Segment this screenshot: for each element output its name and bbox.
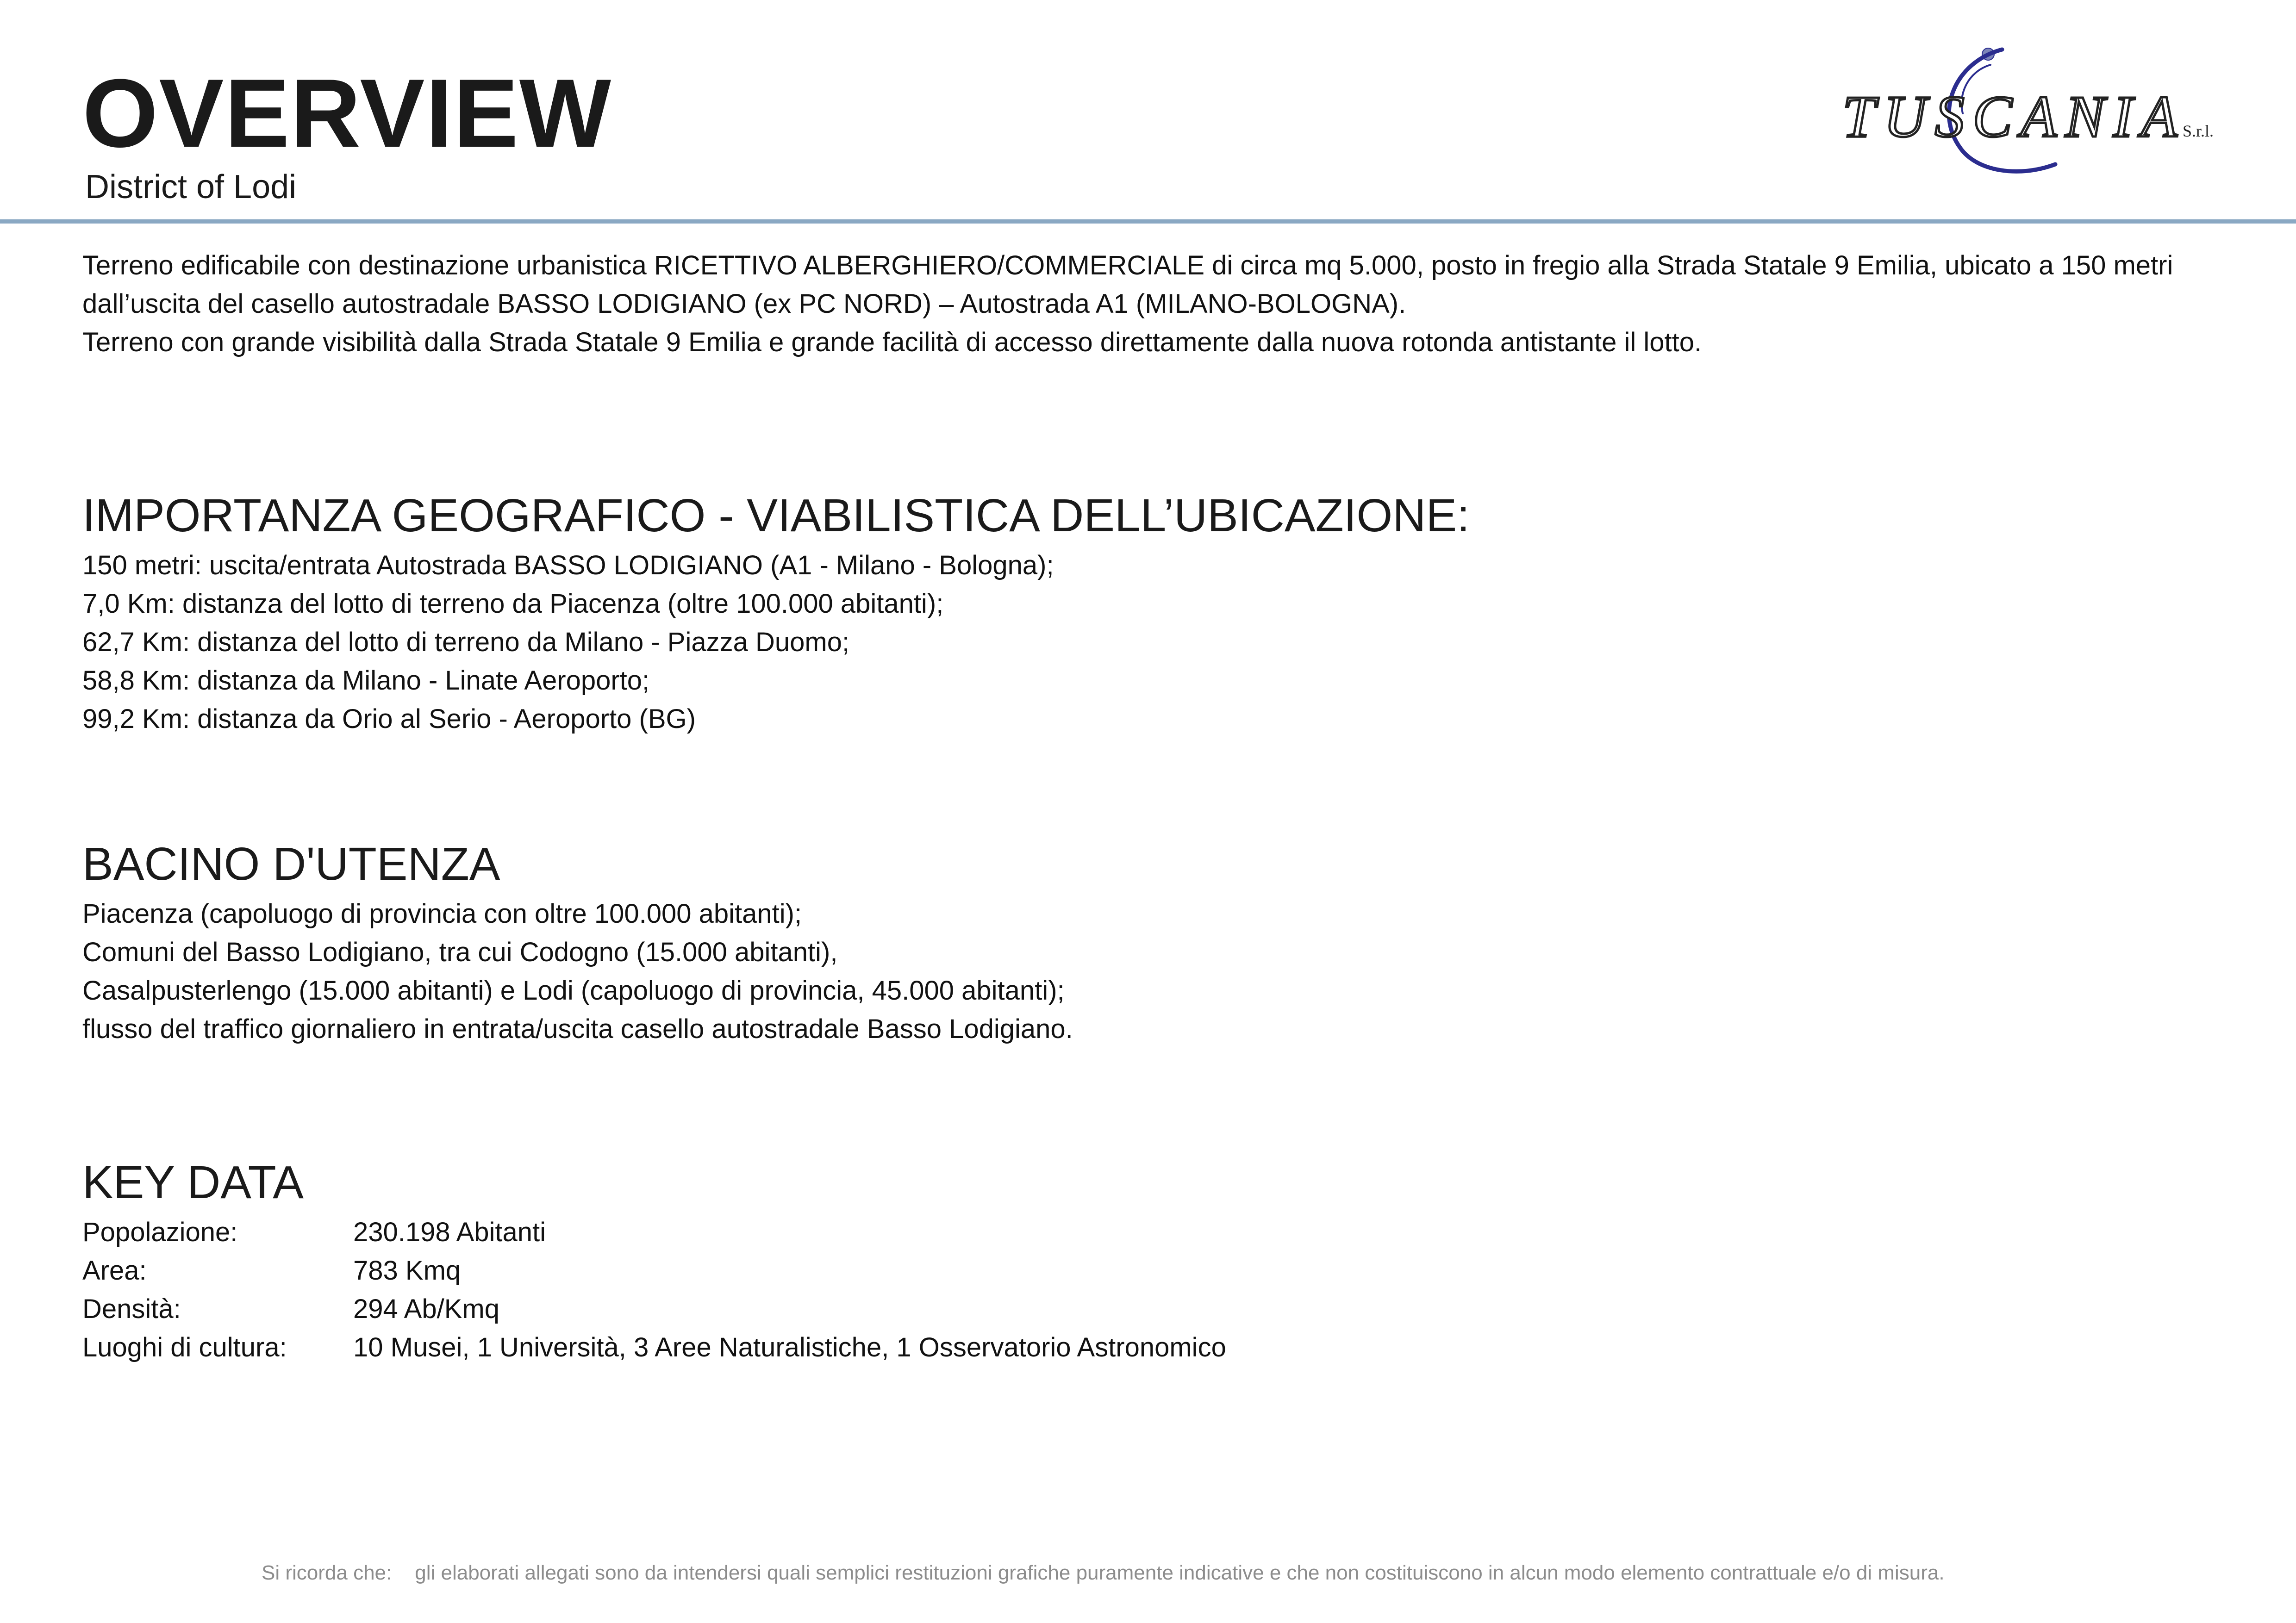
intro-paragraph: Terreno con grande visibilità dalla Strada Statale 9 Emilia e grande facilità di accesso direttamente dalla nuova rotonda antistante il lotto. — [82, 327, 1702, 357]
key-data-label: Densità: — [82, 1294, 181, 1324]
page-subtitle: District of Lodi — [85, 168, 297, 205]
section-key-data — [82, 1158, 2202, 1367]
key-data-label: Area: — [82, 1256, 147, 1286]
section-bacino — [82, 840, 2202, 1048]
intro-paragraph: Terreno edificabile con destinazione urbanistica RICETTIVO ALBERGHIERO/COMMERCIALE di circa mq 5.000, posto in fregio alla Strada Statale 9 Emilia, ubicato a 150 metri dall’uscita del casello autostradale BASSO LODIGIANO (ex PC NORD) – Autostrada A1 (MILANO-BOLOGNA). — [82, 250, 2173, 319]
key-data-row — [82, 1290, 2202, 1328]
list-item: 150 metri: uscita/entrata Autostrada BASSO LODIGIANO (A1 - Milano - Bologna); — [82, 550, 1054, 580]
page-header — [0, 0, 2296, 225]
key-data-value: 783 Kmq — [353, 1256, 461, 1286]
key-data-row — [82, 1251, 2202, 1290]
section-heading: BACINO D'UTENZA — [82, 838, 500, 890]
logo-suffix: S.r.l. — [2183, 122, 2214, 140]
list-item: 7,0 Km: distanza del lotto di terreno da Piacenza (oltre 100.000 abitanti); — [82, 589, 944, 619]
key-data-row — [82, 1328, 2202, 1367]
page-title: OVERVIEW — [82, 59, 612, 168]
section-heading: KEY DATA — [82, 1157, 304, 1208]
footer-text: gli elaborati allegati sono da intendersi quali semplici restituzioni grafiche puramente indicative e che non costituiscono in alcun modo elemento contrattuale e/o di misura. — [415, 1561, 1945, 1584]
list-item: Casalpusterlengo (15.000 abitanti) e Lodi (capoluogo di provincia, 45.000 abitanti); — [82, 976, 1065, 1006]
key-data-label: Luoghi di cultura: — [82, 1332, 287, 1362]
key-data-value: 294 Ab/Kmq — [353, 1294, 499, 1324]
list-item: Piacenza (capoluogo di provincia con oltre 100.000 abitanti); — [82, 899, 802, 929]
section-heading: IMPORTANZA GEOGRAFICO - VIABILISTICA DELL’UBICAZIONE: — [82, 490, 1470, 541]
tuscania-logo — [1838, 44, 2222, 183]
footer-disclaimer — [262, 1561, 1945, 1585]
list-item: 62,7 Km: distanza del lotto di terreno da Milano - Piazza Duomo; — [82, 627, 850, 657]
list-item: Comuni del Basso Lodigiano, tra cui Codogno (15.000 abitanti), — [82, 937, 838, 967]
key-data-value: 10 Musei, 1 Università, 3 Aree Naturalistiche, 1 Osservatorio Astronomico — [353, 1332, 1226, 1362]
key-data-value: 230.198 Abitanti — [353, 1217, 546, 1247]
list-item: 58,8 Km: distanza da Milano - Linate Aeroporto; — [82, 665, 650, 696]
key-data-label: Popolazione: — [82, 1217, 238, 1247]
logo-text: TUSCANIA — [1842, 84, 2186, 149]
header-rule — [0, 219, 2296, 224]
intro-text — [82, 246, 2202, 361]
key-data-row — [82, 1213, 2202, 1251]
list-item: 99,2 Km: distanza da Orio al Serio - Aeroporto (BG) — [82, 704, 696, 734]
footer-label: Si ricorda che: — [262, 1561, 392, 1584]
list-item: flusso del traffico giornaliero in entrata/uscita casello autostradale Basso Lodigiano. — [82, 1014, 1073, 1044]
section-geografico — [82, 491, 2202, 738]
